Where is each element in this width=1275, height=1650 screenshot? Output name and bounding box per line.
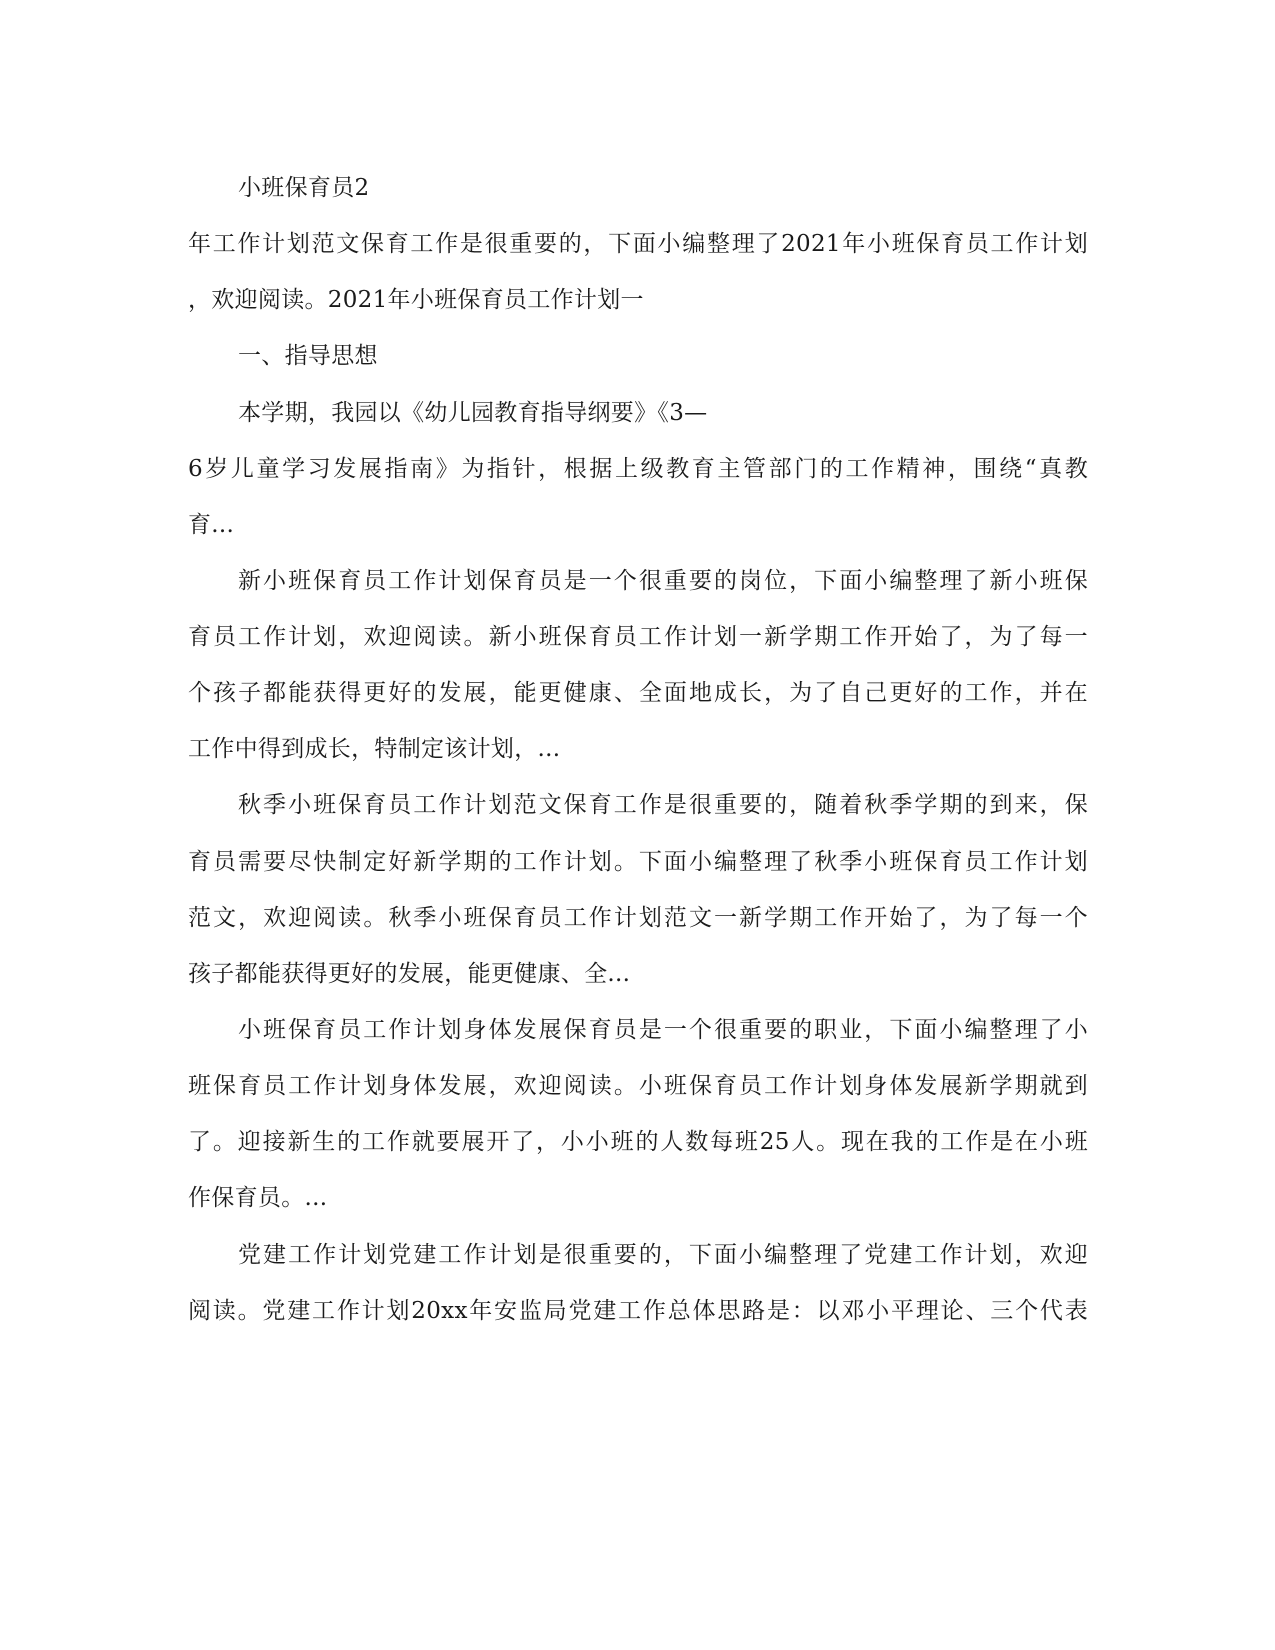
paragraph-line: 育员工作计划，欢迎阅读。新小班保育员工作计划一新学期工作开始了，为了每一 <box>188 624 1088 650</box>
paragraph-line: 党建工作计划党建工作计划是很重要的，下面小编整理了党建工作计划，欢迎 <box>238 1242 1088 1268</box>
paragraph-line: 作保育员。... <box>188 1185 328 1211</box>
paragraph-line: 小班保育员工作计划身体发展保育员是一个很重要的职业，下面小编整理了小 <box>238 1017 1088 1043</box>
paragraph-line: 秋季小班保育员工作计划范文保育工作是很重要的，随着秋季学期的到来，保 <box>238 792 1088 818</box>
paragraph-line: 育员需要尽快制定好新学期的工作计划。下面小编整理了秋季小班保育员工作计划 <box>188 849 1088 875</box>
paragraph-line: 孩子都能获得更好的发展，能更健康、全... <box>188 961 631 987</box>
paragraph-line: 新小班保育员工作计划保育员是一个很重要的岗位，下面小编整理了新小班保 <box>238 568 1088 594</box>
paragraph-line: 6岁儿童学习发展指南》为指针，根据上级教育主管部门的工作精神，围绕“真教 <box>188 456 1088 482</box>
doc-title-line: 小班保育员2 <box>238 175 370 201</box>
paragraph-line: 本学期，我园以《幼儿园教育指导纲要》《3— <box>238 400 708 426</box>
paragraph-line: 个孩子都能获得更好的发展，能更健康、全面地成长，为了自己更好的工作，并在 <box>188 680 1088 706</box>
section-heading: 一、指导思想 <box>238 343 378 369</box>
paragraph-line: 了。迎接新生的工作就要展开了，小小班的人数每班25人。现在我的工作是在小班 <box>188 1129 1088 1155</box>
paragraph-line: 年工作计划范文保育工作是很重要的，下面小编整理了2021年小班保育员工作计划 <box>188 231 1088 257</box>
paragraph-line: 班保育员工作计划身体发展，欢迎阅读。小班保育员工作计划身体发展新学期就到 <box>188 1073 1088 1099</box>
paragraph-line: 范文，欢迎阅读。秋季小班保育员工作计划范文一新学期工作开始了，为了每一个 <box>188 905 1088 931</box>
paragraph-line: 工作中得到成长，特制定该计划，... <box>188 736 561 762</box>
paragraph-line: 育... <box>188 512 235 538</box>
paragraph-line: ，欢迎阅读。2021年小班保育员工作计划一 <box>188 287 644 313</box>
paragraph-line: 阅读。党建工作计划20xx年安监局党建工作总体思路是：以邓小平理论、三个代表 <box>188 1298 1088 1324</box>
